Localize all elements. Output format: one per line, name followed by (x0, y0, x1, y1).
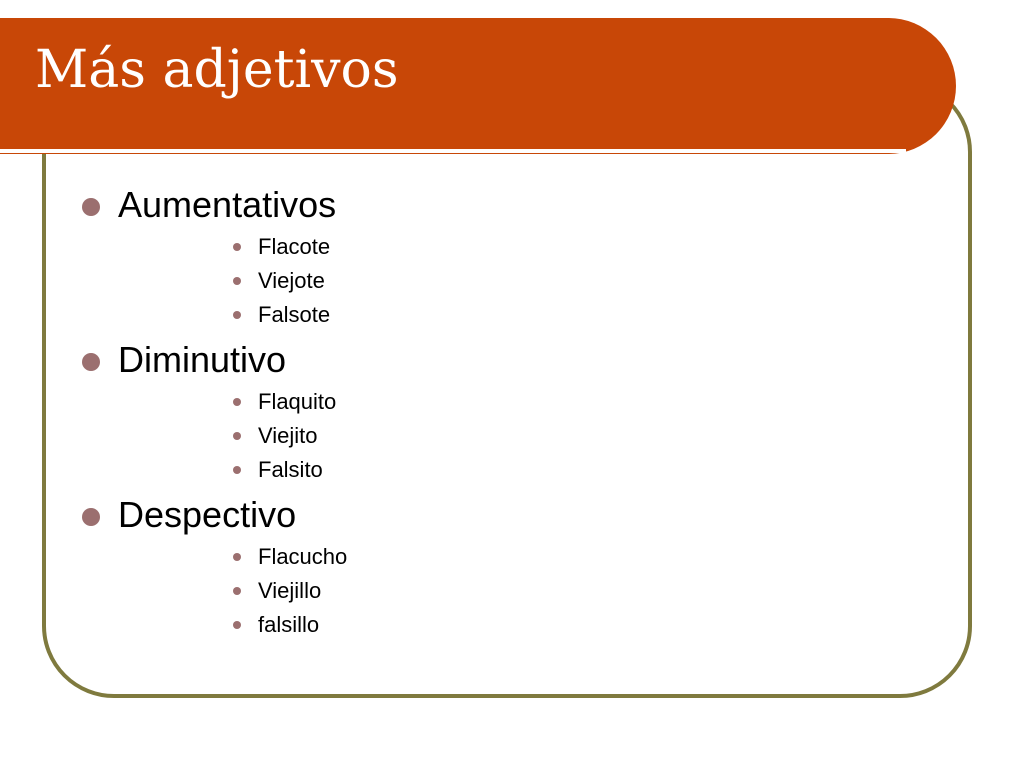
sub-bullet-icon (233, 553, 241, 561)
list-item (118, 298, 347, 332)
section-despectivo (80, 494, 347, 642)
sub-bullet-icon (233, 398, 241, 406)
section-heading: Despectivo (118, 494, 297, 535)
list-item (118, 540, 347, 574)
list-item-label: Viejillo (258, 578, 322, 603)
slide-title: Más adjetivos (35, 40, 399, 100)
sub-bullet-icon (233, 311, 241, 319)
section-diminutivo (80, 339, 347, 487)
list-item (118, 453, 347, 487)
sublist (118, 230, 347, 332)
title-underline-rule (0, 149, 906, 153)
list-item-label: Flacucho (258, 544, 348, 569)
sub-bullet-icon (233, 621, 241, 629)
list-item-label: Falsote (258, 302, 331, 327)
bullet-icon (82, 353, 100, 371)
list-item-label: Flaquito (258, 389, 337, 414)
sub-bullet-icon (233, 466, 241, 474)
section-heading: Aumentativos (118, 184, 337, 225)
sub-bullet-icon (233, 432, 241, 440)
sublist (118, 540, 347, 642)
sub-bullet-icon (233, 587, 241, 595)
section-heading: Diminutivo (118, 339, 287, 380)
list-item-label: Flacote (258, 234, 331, 259)
list-item-label: falsillo (258, 612, 320, 637)
list-item (118, 574, 347, 608)
sub-bullet-icon (233, 243, 241, 251)
section-aumentativos (80, 184, 347, 332)
bullet-icon (82, 198, 100, 216)
list-item (118, 419, 347, 453)
sub-bullet-icon (233, 277, 241, 285)
sublist (118, 385, 347, 487)
list-item (118, 264, 347, 298)
list-item (118, 230, 347, 264)
list-item-label: Falsito (258, 457, 323, 482)
list-item (118, 608, 347, 642)
list-item-label: Viejito (258, 423, 318, 448)
bullet-icon (82, 508, 100, 526)
bullet-list (80, 184, 347, 642)
list-item (118, 385, 347, 419)
list-item-label: Viejote (258, 268, 325, 293)
